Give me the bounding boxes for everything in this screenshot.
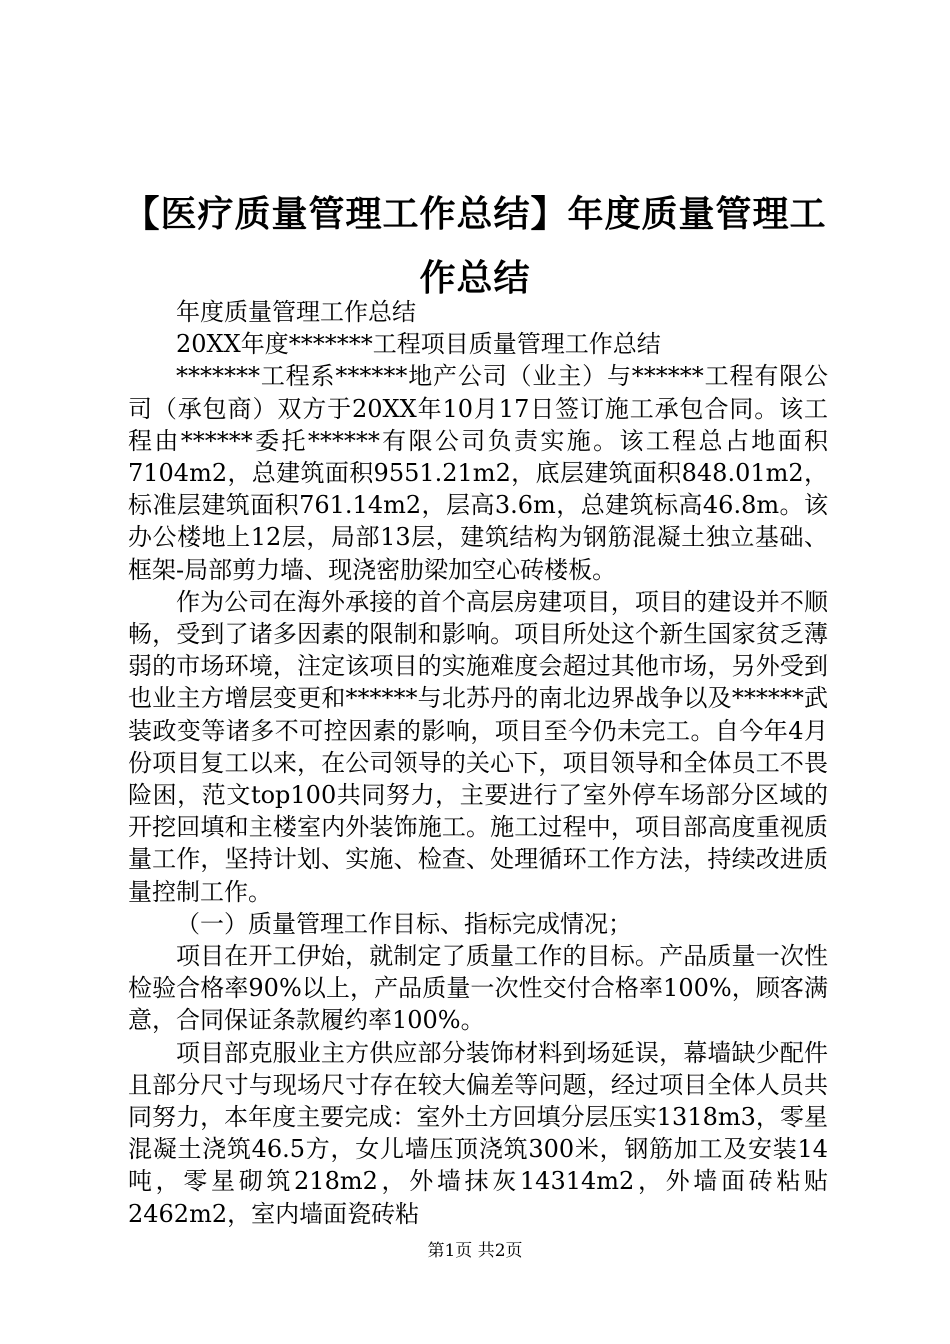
document-title: 【医疗质量管理工作总结】年度质量管理工作总结 [123, 193, 827, 299]
page-number-footer: 第1页 共2页 [427, 1241, 523, 1261]
paragraph-section-heading: （一）质量管理工作目标、指标完成情况； [176, 909, 632, 938]
paragraph-project-background: 作为公司在海外承接的首个高层房建项目，项目的建设并不顺畅，受到了诸多因素的限制和影响。项目所处这个新生国家贫乏薄弱的市场环境，注定该项目的实施难度会超过其他市场，另外受到也业主方增层变更和******与北苏丹的南北边界战争以及******武装政变等诸多不可控因素的影响，项目至今仍未完工。自今年4月份项目复工以来，在公司领导的关心下，项目领导和全体员工不畏险困，范文top100共同努力，主要进行了室外停车场部分区域的开挖回填和主楼室内外装饰施工。施工过程中，项目部高度重视质量工作，坚持计划、实施、检查、处理循环工作方法，持续改进质量控制工作。 [128, 587, 828, 906]
paragraph-quality-goals: 项目在开工伊始，就制定了质量工作的目标。产品质量一次性检验合格率90%以上，产品质量一次性交付合格率100%，顾客满意，合同保证条款履约率100%。 [128, 942, 828, 1035]
paragraph-project-overview: *******工程系******地产公司（业主）与******工程有限公司（承包商）双方于20XX年10月17日签订施工承包合同。该工程由******委托******有限公司负责实施。该工程总占地面积7104m2，总建筑面积9551.21m2，底层建筑面积848.01m2，标准层建筑面积761.14m2，层高3.6m，总建筑标高46.8m。该办公楼地上12层，局部13层，建筑结构为钢筋混凝土独立基础、框架-局部剪力墙、现浇密肋梁加空心砖楼板。 [128, 362, 828, 584]
document-body [128, 296, 828, 1230]
paragraph-work-completed: 项目部克服业主方供应部分装饰材料到场延误，幕墙缺少配件且部分尺寸与现场尺寸存在较大偏差等问题，经过项目全体人员共同努力，本年度主要完成：室外土方回填分层压实1318m3，零星混凝土浇筑46.5方，女儿墙压顶浇筑300米，钢筋加工及安装14吨，零星砌筑218m2，外墙抹灰14314m2，外墙面砖粘贴2462m2，室内墙面瓷砖粘 [128, 1038, 828, 1228]
paragraph-subtitle: 年度质量管理工作总结 [176, 298, 416, 326]
paragraph-project-title: 20XX年度*******工程项目质量管理工作总结 [176, 330, 661, 359]
